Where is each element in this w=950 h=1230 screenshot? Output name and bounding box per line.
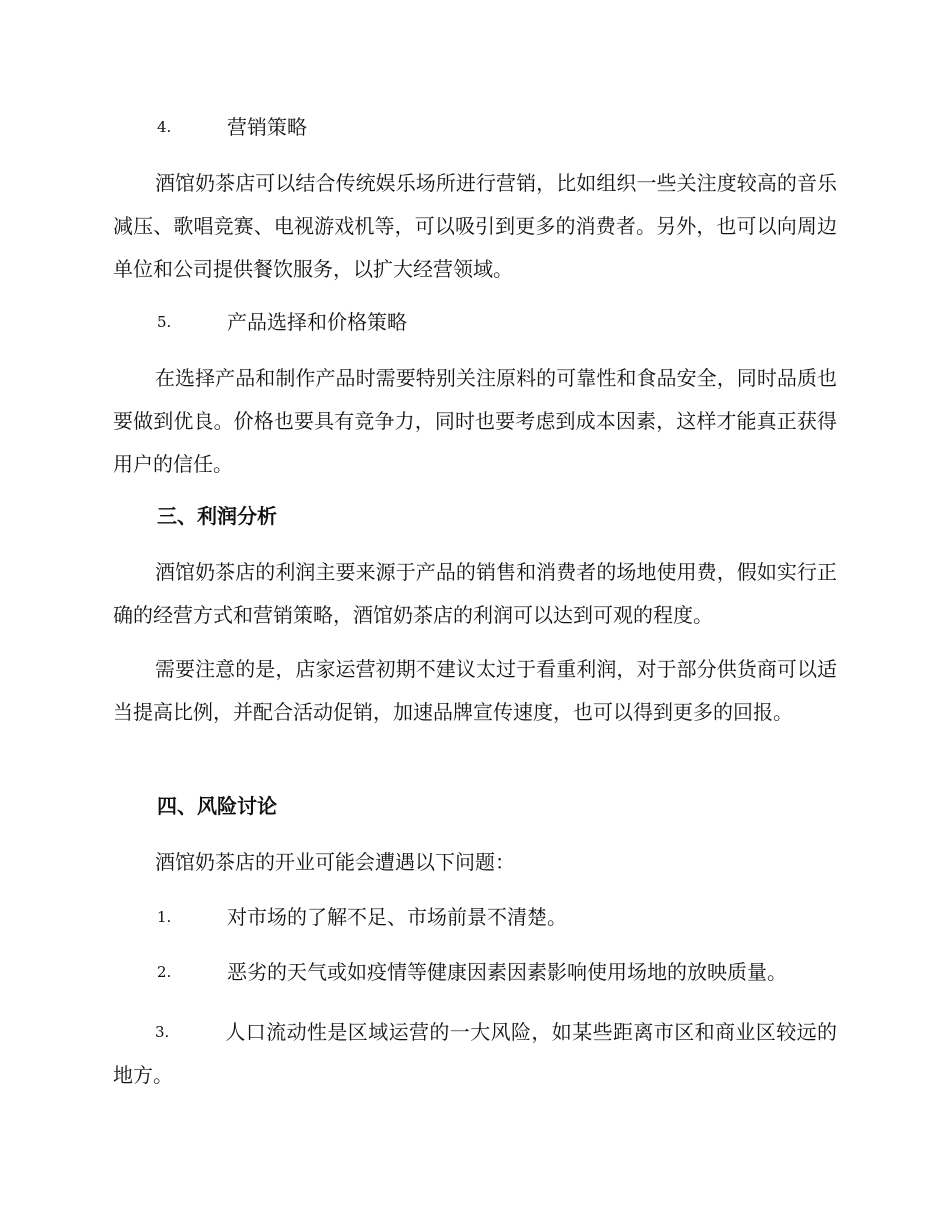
section-heading-risk: 四、风险讨论 xyxy=(157,794,277,818)
list-item-risk-3 xyxy=(113,1011,837,1097)
paragraph-marketing: 酒馆奶茶店可以结合传统娱乐场所进行营销，比如组织一些关注度较高的音乐减压、歌唱竞赛、电视游戏机等，可以吸引到更多的消费者。另外，也可以向周边单位和公司提供餐饮服务，以扩大经营领域。 xyxy=(113,171,837,281)
list-text: 营销策略 xyxy=(227,115,307,139)
list-item-product xyxy=(157,307,407,337)
list-text: 对市场的了解不足、市场前景不清楚。 xyxy=(227,905,567,929)
list-text: 人口流动性是区域运营的一大风险，如某些距离市区和商业区较远的地方。 xyxy=(113,1020,837,1087)
list-number: 5. xyxy=(157,313,172,331)
list-text: 恶劣的天气或如疫情等健康因素因素影响使用场地的放映质量。 xyxy=(227,960,787,984)
list-number: 1. xyxy=(157,908,172,926)
list-item-marketing xyxy=(157,112,307,142)
paragraph-profit-2: 需要注意的是，店家运营初期不建议太过于看重利润，对于部分供货商可以适当提高比例，并配合活动促销，加速品牌宣传速度，也可以得到更多的回报。 xyxy=(113,657,837,724)
paragraph-profit-1: 酒馆奶茶店的利润主要来源于产品的销售和消费者的场地使用费，假如实行正确的经营方式和营销策略，酒馆奶茶店的利润可以达到可观的程度。 xyxy=(113,560,837,627)
list-number: 2. xyxy=(157,963,172,981)
list-number: 4. xyxy=(157,118,172,136)
paragraph-product: 在选择产品和制作产品时需要特别关注原料的可靠性和食品安全，同时品质也要做到优良。价格也要具有竞争力，同时也要考虑到成本因素，这样才能真正获得用户的信任。 xyxy=(113,366,837,476)
section-heading-profit: 三、利润分析 xyxy=(157,504,277,528)
list-text: 产品选择和价格策略 xyxy=(227,310,407,334)
list-item-risk-1 xyxy=(157,902,567,932)
paragraph-risk-intro: 酒馆奶茶店的开业可能会遭遇以下问题： xyxy=(155,850,515,874)
list-number: 3. xyxy=(155,1023,170,1041)
list-item-risk-2 xyxy=(157,957,787,987)
